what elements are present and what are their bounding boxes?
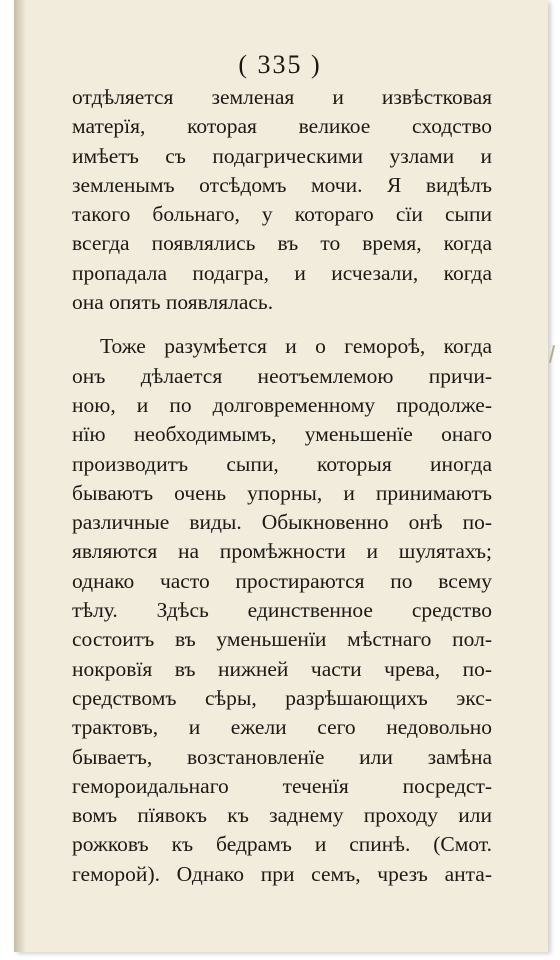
text-line: всегда появлялись въ то время, когда xyxy=(72,231,492,256)
text-line: различные виды. Обыкновенно онѣ по- xyxy=(72,510,492,535)
paragraph-2 xyxy=(72,332,492,889)
text-line: состоитъ въ уменьшенїи мѣстнаго пол- xyxy=(72,627,492,652)
text-line: такого больнаго, у котораго сїи сыпи xyxy=(72,202,492,227)
text-line: бываетъ, возстановленїе или замѣна xyxy=(72,744,492,769)
text-line: ною, и по долговременному продолже- xyxy=(72,392,492,417)
text-line: нїю необходимымъ, уменьшенїе онаго xyxy=(72,422,492,447)
text-line: нокровїя въ нижней части чрева, по- xyxy=(72,656,492,681)
text-line: гемороидальнаго теченїя посредст- xyxy=(72,773,492,798)
paragraph-1 xyxy=(72,83,492,317)
text-line: производитъ сыпи, которыя иногда xyxy=(72,451,492,476)
text-line: она опять появлялась. xyxy=(72,290,274,315)
text-line: являются на промѣжности и шулятахъ; xyxy=(72,539,492,564)
text-line: средствомъ сѣры, разрѣшающихъ экс- xyxy=(72,685,492,710)
text-line: тѣлу. Здѣсь единственное средство xyxy=(72,598,492,623)
paragraph-gap xyxy=(72,317,492,332)
margin-pencil-mark xyxy=(549,345,555,363)
text-line: бываютъ очень упорны, и принимаютъ xyxy=(72,480,492,505)
page-spine-shadow xyxy=(14,0,26,952)
body-text xyxy=(72,83,492,889)
text-line: матерїя, которая великое сходство xyxy=(72,114,492,139)
text-line: онъ дѣлается неотъемлемою причи- xyxy=(72,363,492,388)
text-line: имѣетъ съ подагрическими узлами и xyxy=(72,143,492,168)
text-line: земленымъ отсѣдомъ мочи. Я видѣлъ xyxy=(72,172,492,197)
text-line: трактовъ, и ежели сего недовольно xyxy=(72,715,492,740)
text-line: Тоже разумѣется и о гемороѣ, когда xyxy=(100,334,492,359)
text-line: геморой). Однако при семъ, чрезъ анта- xyxy=(72,861,492,886)
text-line: пропадала подагра, и исчезали, когда xyxy=(72,260,492,285)
text-line: отдѣляется земленая и извѣстковая xyxy=(72,85,492,109)
text-line: однако часто простираются по всему xyxy=(72,568,492,593)
text-line: вомъ пїявокъ къ заднему проходу или xyxy=(72,803,492,828)
page-number: ( 335 ) xyxy=(238,50,322,79)
text-line: рожковъ къ бедрамъ и спинѣ. (Смот. xyxy=(72,832,492,857)
